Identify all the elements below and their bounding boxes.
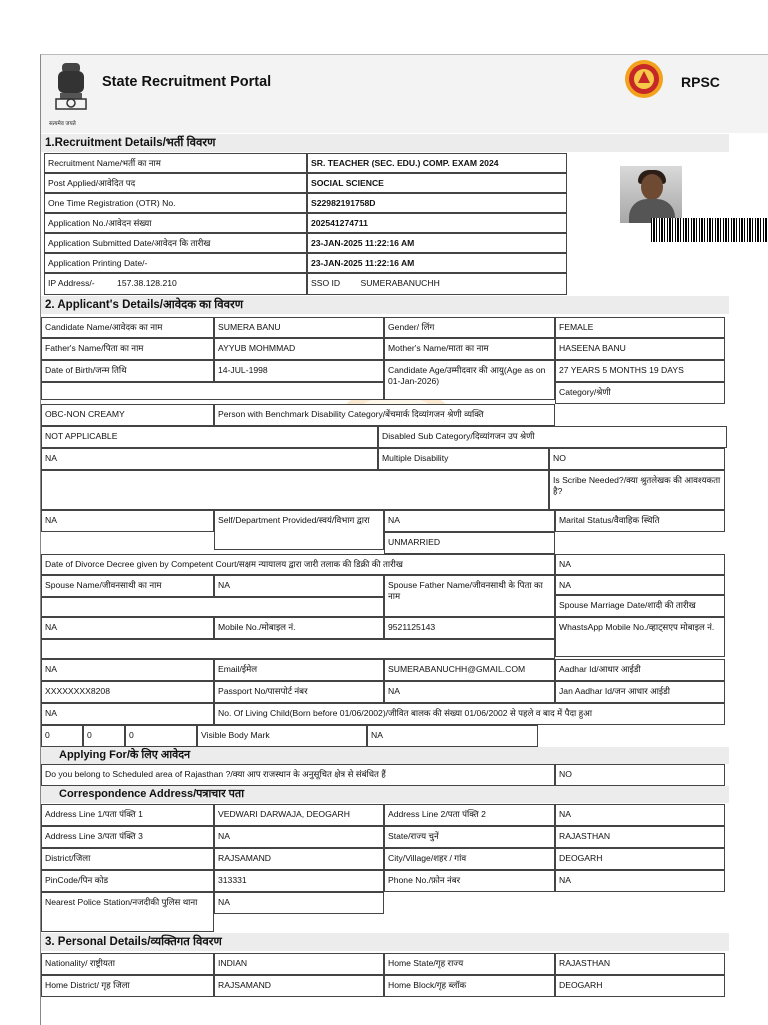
pwbd-label: Person with Benchmark Disability Category/बेंचमार्क दिव्यांगजन श्रेणी व्यक्ति — [214, 404, 555, 426]
ip-address-value: 157.38.128.210 — [117, 278, 177, 288]
age-value: 27 YEARS 5 MONTHS 19 DAYS — [555, 360, 725, 382]
post-applied-value: SOCIAL SCIENCE — [307, 173, 567, 193]
aadhar-value: XXXXXXXX8208 — [41, 681, 214, 703]
candidate-photo — [620, 166, 682, 223]
spouse-marriage-value: NA — [41, 617, 214, 639]
passport-label: Passport No/पासपोर्ट नंबर — [214, 681, 384, 703]
address-line1-value: VEDWARI DARWAJA, DEOGARH — [214, 804, 384, 826]
jan-aadhar-value: NA — [41, 703, 214, 725]
jan-aadhar-label: Jan Aadhar Id/जन आधार आईडी — [555, 681, 725, 703]
address-line3-label: Address Line 3/पता पंक्ति 3 — [41, 826, 214, 848]
empty-cell — [41, 382, 384, 400]
disabled-sub-label: Disabled Sub Category/दिव्यांगजन उप श्रेणी — [378, 426, 727, 448]
barcode — [651, 218, 768, 242]
application-no-label: Application No./आवेदन संख्या — [44, 213, 307, 233]
children-label: No. Of Living Child(Born before 01/06/2002)/जीवित बालक की संख्या 01/06/2002 से पहले व बाद में पैदा हुआ — [214, 703, 725, 725]
passport-value: NA — [384, 681, 555, 703]
address-line3-value: NA — [214, 826, 384, 848]
children-total-value: 0 — [125, 725, 197, 747]
multiple-disability-label: Multiple Disability — [378, 448, 549, 470]
section-personal-title: 3. Personal Details/व्यक्तिगत विवरण — [41, 933, 729, 951]
sso-id-value: SUMERABANUCHH — [360, 278, 440, 288]
disabled-sub-value: NA — [41, 448, 378, 470]
dob-value: 14-JUL-1998 — [214, 360, 384, 382]
ip-address-cell — [44, 273, 307, 295]
spouse-name-value: NA — [214, 575, 384, 597]
home-state-value: RAJASTHAN — [555, 953, 725, 975]
gender-label: Gender/ लिंग — [384, 317, 555, 338]
father-name-label: Father's Name/पिता का नाम — [41, 338, 214, 360]
sso-id-label: SSO ID — [311, 278, 341, 288]
printing-date-label: Application Printing Date/- — [44, 253, 307, 273]
post-applied-label: Post Applied/आवेदित पद — [44, 173, 307, 193]
mother-name-label: Mother's Name/माता का नाम — [384, 338, 555, 360]
empty-cell — [41, 597, 384, 617]
divorce-value: NA — [555, 554, 725, 575]
portal-title: State Recruitment Portal — [102, 74, 272, 90]
empty-cell — [41, 639, 555, 659]
page-header — [41, 55, 768, 133]
address-line2-label: Address Line 2/पता पंक्ति 2 — [384, 804, 555, 826]
otr-label: One Time Registration (OTR) No. — [44, 193, 307, 213]
district-label: District/जिला — [41, 848, 214, 870]
state-value: RAJASTHAN — [555, 826, 725, 848]
home-block-label: Home Block/गृह ब्लॉक — [384, 975, 555, 997]
submitted-date-label: Application Submitted Date/आवेदन कि तारीख — [44, 233, 307, 253]
rpsc-logo-icon — [624, 59, 664, 99]
city-value: DEOGARH — [555, 848, 725, 870]
recruitment-name-value: SR. TEACHER (SEC. EDU.) COMP. EXAM 2024 — [307, 153, 567, 173]
spouse-father-label: Spouse Father Name/जीवनसाथी के पिता का नाम — [384, 575, 555, 617]
gender-value: FEMALE — [555, 317, 725, 338]
mobile-value: 9521125143 — [384, 617, 555, 639]
mother-name-value: HASEENA BANU — [555, 338, 725, 360]
recruitment-name-label: Recruitment Name/भर्ती का नाम — [44, 153, 307, 173]
multiple-disability-value: NO — [549, 448, 725, 470]
emblem-caption: सत्यमेव जयते — [49, 121, 76, 127]
dob-label: Date of Birth/जन्म तिथि — [41, 360, 214, 382]
ip-address-label: IP Address/- — [48, 278, 95, 288]
visible-mark-value: NA — [367, 725, 538, 747]
nationality-label: Nationality/ राष्ट्रीयता — [41, 953, 214, 975]
self-dept-value: NA — [384, 510, 555, 532]
org-name: RPSC — [681, 74, 720, 90]
category-value: OBC-NON CREAMY — [41, 404, 214, 426]
scribe-value: NA — [41, 510, 214, 532]
email-label: Email/ईमेल — [214, 659, 384, 681]
pwbd-value: NOT APPLICABLE — [41, 426, 378, 448]
whatsapp-value: NA — [41, 659, 214, 681]
printing-date-value: 23-JAN-2025 11:22:16 AM — [307, 253, 567, 273]
aadhar-label: Aadhar Id/आधार आईडी — [555, 659, 725, 681]
submitted-date-value: 23-JAN-2025 11:22:16 AM — [307, 233, 567, 253]
phone-value: NA — [555, 870, 725, 892]
section-applying-for-title: Applying For/के लिए आवेदन — [41, 747, 729, 764]
otr-value: S22982191758D — [307, 193, 567, 213]
phone-label: Phone No./फ़ोन नंबर — [384, 870, 555, 892]
nationality-value: INDIAN — [214, 953, 384, 975]
visible-mark-label: Visible Body Mark — [197, 725, 367, 747]
police-station-label: Nearest Police Station/नजदीकी पुलिस थाना — [41, 892, 214, 932]
whatsapp-label: WhastsApp Mobile No./व्हाट्सएप मोबाइल नं. — [555, 617, 725, 657]
section-recruitment-title: 1.Recruitment Details/भर्ती विवरण — [41, 134, 729, 152]
children-before-value: 0 — [41, 725, 83, 747]
scheduled-area-value: NO — [555, 764, 725, 786]
district-value: RAJSAMAND — [214, 848, 384, 870]
police-station-value: NA — [214, 892, 384, 914]
home-district-value: RAJSAMAND — [214, 975, 384, 997]
address-line1-label: Address Line 1/पता पंक्ति 1 — [41, 804, 214, 826]
candidate-name-label: Candidate Name/आवेदक का नाम — [41, 317, 214, 338]
sso-id-cell — [307, 273, 567, 295]
candidate-name-value: SUMERA BANU — [214, 317, 384, 338]
spouse-marriage-label: Spouse Marriage Date/शादी की तारीख — [555, 595, 725, 617]
home-block-value: DEOGARH — [555, 975, 725, 997]
children-after-value: 0 — [83, 725, 125, 747]
spouse-name-label: Spouse Name/जीवनसाथी का नाम — [41, 575, 214, 597]
spouse-father-value: NA — [555, 575, 725, 595]
section-correspondence-title: Correspondence Address/पत्राचार पता — [41, 786, 729, 803]
mobile-label: Mobile No./मोबाइल नं. — [214, 617, 384, 639]
scribe-label: Is Scribe Needed?/क्या श्रुतलेखक की आवश्यकता है? — [549, 470, 725, 510]
state-label: State/राज्य चुनें — [384, 826, 555, 848]
email-value: SUMERABANUCHH@GMAIL.COM — [384, 659, 555, 681]
address-line2-value: NA — [555, 804, 725, 826]
marital-value: UNMARRIED — [384, 532, 555, 554]
divorce-label: Date of Divorce Decree given by Competent Court/सक्षम न्यायालय द्वारा जारी तलाक की डिक्री की तारीख — [41, 554, 555, 575]
empty-cell — [41, 470, 549, 510]
application-form — [40, 54, 768, 1025]
pincode-value: 313331 — [214, 870, 384, 892]
scheduled-area-label: Do you belong to Scheduled area of Rajasthan ?/क्या आप राजस्थान के अनुसूचित क्षेत्र से संबंधित हैं — [41, 764, 555, 786]
home-district-label: Home District/ गृह जिला — [41, 975, 214, 997]
pincode-label: PinCode/पिन कोड — [41, 870, 214, 892]
category-label: Category/श्रेणी — [555, 382, 725, 404]
age-label: Candidate Age/उम्मीदवार की आयु(Age as on 01-Jan-2026) — [384, 360, 555, 400]
application-no-value: 202541274711 — [307, 213, 567, 233]
home-state-label: Home State/गृह राज्य — [384, 953, 555, 975]
section-applicant-title: 2. Applicant's Details/आवेदक का विवरण — [41, 296, 729, 314]
city-label: City/Village/शहर / गांव — [384, 848, 555, 870]
father-name-value: AYYUB MOHMMAD — [214, 338, 384, 360]
self-dept-label: Self/Department Provided/स्वयं/विभाग द्वारा — [214, 510, 384, 550]
marital-label: Marital Status/वैवाहिक स्थिति — [555, 510, 725, 532]
